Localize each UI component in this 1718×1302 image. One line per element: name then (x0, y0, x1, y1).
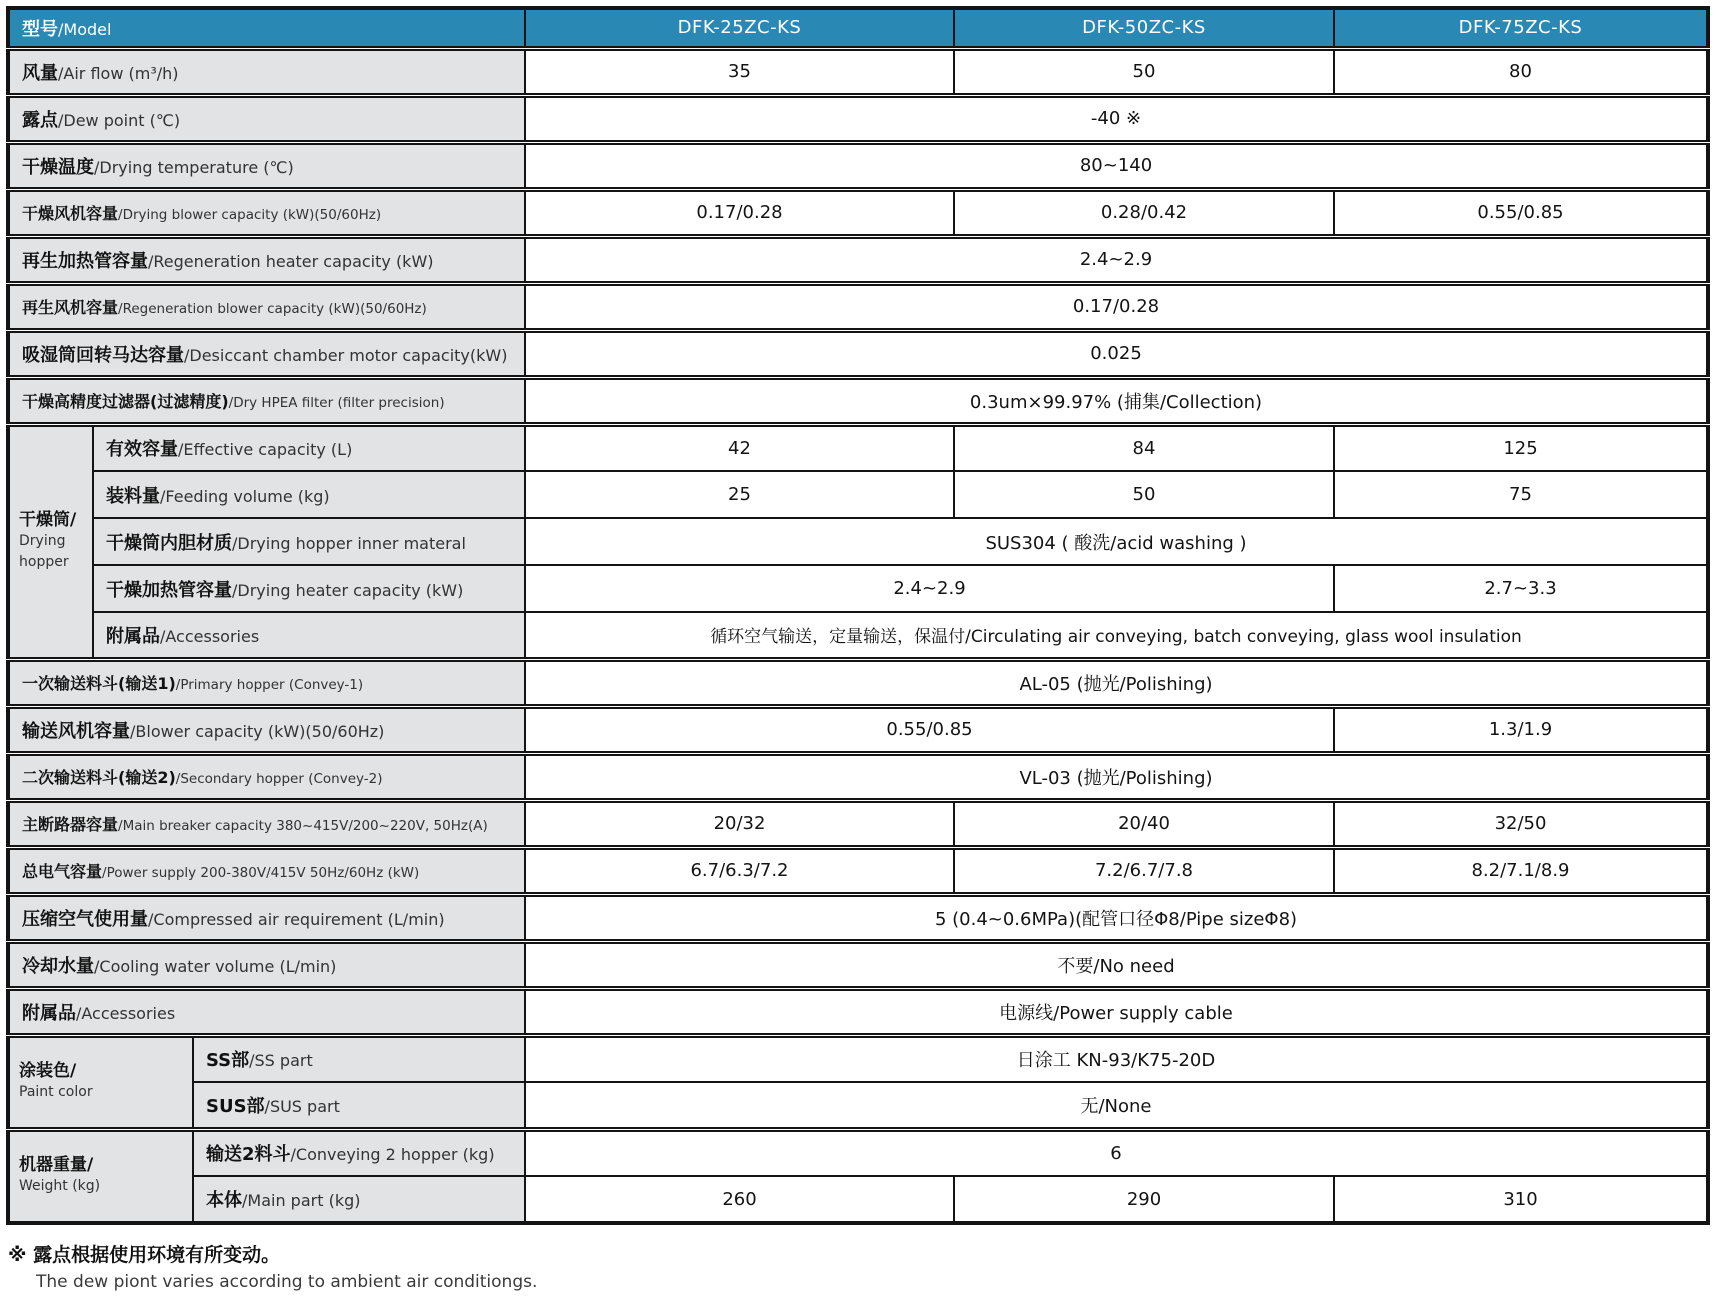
row-primary-hopper-value: AL-05 (抛光/Polishing) (525, 659, 1708, 706)
row-compressed-air (8, 894, 1708, 941)
row-feeding-volume (8, 471, 1708, 518)
row-regen-blower-label-en: /Regeneration blower capacity (kW)(50/60Hz) (118, 301, 427, 317)
row-drying-blower (8, 189, 1708, 236)
row-power-supply-label (8, 847, 525, 894)
row-regen-blower-value: 0.17/0.28 (525, 283, 1708, 330)
group-drying-hopper-en: Drying hopper (19, 533, 69, 570)
row-hopper-accessories-label (93, 612, 525, 659)
row-regen-heater-label (8, 236, 525, 283)
row-sus-part-label-zh: SUS部 (206, 1095, 265, 1117)
row-blower-capacity-value-3: 1.3/1.9 (1334, 706, 1708, 753)
header-model-3: DFK-75ZC-KS (1334, 8, 1708, 48)
row-air-flow-label (8, 48, 525, 95)
row-dew-point-value: -40 ※ (525, 95, 1708, 142)
row-ss-part-value: 日涂工 KN-93/K75-20D (525, 1035, 1708, 1082)
spec-table (6, 6, 1710, 1225)
row-drying-temp (8, 142, 1708, 189)
row-secondary-hopper-label-en: /Secondary hopper (Convey-2) (175, 771, 383, 787)
row-main-breaker-value-1: 20/32 (525, 800, 954, 847)
row-power-supply-label-en: /Power supply 200-380V/415V 50Hz/60Hz (kW) (102, 865, 420, 881)
row-drying-blower-value-1: 0.17/0.28 (525, 189, 954, 236)
row-hopper-accessories (8, 612, 1708, 659)
row-feeding-volume-label-zh: 装料量 (106, 485, 160, 507)
row-secondary-hopper-label-zh: 二次输送料斗(输送2) (22, 768, 176, 787)
row-main-part (8, 1176, 1708, 1223)
footnote (8, 1241, 1718, 1295)
row-blower-capacity-label-zh: 输送风机容量 (22, 720, 130, 742)
row-ss-part (8, 1035, 1708, 1082)
row-drying-temp-label-zh: 干燥温度 (22, 156, 94, 178)
row-cooling-water-label (8, 941, 525, 988)
header-model-label-zh: 型号 (22, 18, 58, 40)
row-regen-heater-label-zh: 再生加热管容量 (22, 250, 148, 272)
row-effective-capacity (8, 424, 1708, 471)
group-weight-zh: 机器重量/ (19, 1155, 94, 1176)
row-ss-part-label-en: /SS part (249, 1051, 313, 1071)
footnote-en: The dew piont varies according to ambient air conditiongs. (36, 1272, 538, 1292)
row-power-supply (8, 847, 1708, 894)
row-regen-blower-label-zh: 再生风机容量 (22, 298, 119, 317)
row-drying-heater-label-zh: 干燥加热管容量 (106, 579, 232, 601)
row-regen-heater-value: 2.4~2.9 (525, 236, 1708, 283)
row-air-flow (8, 48, 1708, 95)
row-hopper-accessories-label-zh: 附属品 (106, 625, 160, 647)
row-dew-point-label (8, 95, 525, 142)
group-paint-color (8, 1035, 193, 1129)
group-weight (8, 1129, 193, 1223)
row-drying-blower-value-3: 0.55/0.85 (1334, 189, 1708, 236)
row-drying-blower-label-en: /Drying blower capacity (kW)(50/60Hz) (118, 207, 382, 223)
row-effective-capacity-value-2: 84 (954, 424, 1334, 471)
group-drying-hopper (8, 424, 93, 659)
row-conveying-hopper-label-en: /Conveying 2 hopper (kg) (290, 1145, 495, 1165)
row-regen-blower-label (8, 283, 525, 330)
row-feeding-volume-value-3: 75 (1334, 471, 1708, 518)
row-secondary-hopper-label (8, 753, 525, 800)
row-compressed-air-label-zh: 压缩空气使用量 (22, 908, 148, 930)
row-drying-blower-label-zh: 干燥风机容量 (22, 204, 119, 223)
row-regen-blower (8, 283, 1708, 330)
row-effective-capacity-label-en: /Effective capacity (L) (178, 440, 353, 460)
row-conveying-hopper (8, 1129, 1708, 1176)
row-drying-blower-label (8, 189, 525, 236)
row-dew-point-label-zh: 露点 (22, 109, 58, 131)
row-sus-part-label (193, 1082, 525, 1129)
row-main-breaker-value-3: 32/50 (1334, 800, 1708, 847)
row-accessories-label-zh: 附属品 (22, 1002, 76, 1024)
row-main-breaker (8, 800, 1708, 847)
row-feeding-volume-value-1: 25 (525, 471, 954, 518)
row-conveying-hopper-value: 6 (525, 1129, 1708, 1176)
row-drying-blower-value-2: 0.28/0.42 (954, 189, 1334, 236)
row-desiccant-motor (8, 330, 1708, 377)
row-blower-capacity-label-en: /Blower capacity (kW)(50/60Hz) (130, 721, 385, 741)
row-ss-part-label-zh: SS部 (206, 1050, 250, 1072)
row-air-flow-label-zh: 风量 (22, 62, 58, 84)
row-secondary-hopper (8, 753, 1708, 800)
header-model-2: DFK-50ZC-KS (954, 8, 1334, 48)
row-main-part-value-3: 310 (1334, 1176, 1708, 1223)
row-accessories-value: 电源线/Power supply cable (525, 988, 1708, 1035)
row-blower-capacity (8, 706, 1708, 753)
row-desiccant-motor-label-en: /Desiccant chamber motor capacity(kW) (184, 345, 508, 365)
row-main-part-value-1: 260 (525, 1176, 954, 1223)
row-effective-capacity-label-zh: 有效容量 (106, 439, 178, 461)
row-drying-heater-value-12: 2.4~2.9 (525, 565, 1334, 612)
row-main-part-value-2: 290 (954, 1176, 1334, 1223)
row-secondary-hopper-value: VL-03 (抛光/Polishing) (525, 753, 1708, 800)
row-hpea-filter-label (8, 377, 525, 424)
row-main-part-label (193, 1176, 525, 1223)
row-inner-material-label (93, 518, 525, 565)
row-main-breaker-label (8, 800, 525, 847)
row-main-breaker-value-2: 20/40 (954, 800, 1334, 847)
row-cooling-water-value: 不要/No need (525, 941, 1708, 988)
row-main-part-label-en: /Main part (kg) (242, 1191, 361, 1210)
row-hpea-filter-label-en: /Dry HPEA filter (filter precision) (228, 395, 445, 411)
row-hpea-filter (8, 377, 1708, 424)
footnote-zh: ※ 露点根据使用环境有所变动。 (8, 1244, 281, 1266)
row-desiccant-motor-label-zh: 吸湿筒回转马达容量 (22, 344, 184, 366)
row-inner-material-label-zh: 干燥筒内胆材质 (106, 532, 232, 554)
row-blower-capacity-label (8, 706, 525, 753)
row-dew-point-label-en: /Dew point (℃) (58, 110, 181, 130)
row-drying-heater-label-en: /Drying heater capacity (kW) (232, 580, 464, 600)
row-conveying-hopper-label (193, 1129, 525, 1176)
row-desiccant-motor-value: 0.025 (525, 330, 1708, 377)
row-effective-capacity-value-1: 42 (525, 424, 954, 471)
row-dew-point (8, 95, 1708, 142)
row-power-supply-value-2: 7.2/6.7/7.8 (954, 847, 1334, 894)
row-effective-capacity-label (93, 424, 525, 471)
row-cooling-water-label-zh: 冷却水量 (22, 955, 94, 977)
row-air-flow-value-2: 50 (954, 48, 1334, 95)
row-drying-heater-label (93, 565, 525, 612)
row-accessories-label-en: /Accessories (76, 1003, 176, 1023)
row-compressed-air-label-en: /Compressed air requirement (L/min) (148, 909, 445, 929)
row-hpea-filter-value: 0.3um×99.97% (捕集/Collection) (525, 377, 1708, 424)
row-sus-part-value: 无/None (525, 1082, 1708, 1129)
row-cooling-water-label-en: /Cooling water volume (L/min) (94, 956, 337, 976)
row-power-supply-label-zh: 总电气容量 (22, 862, 103, 881)
row-sus-part-label-en: /SUS part (264, 1096, 340, 1116)
row-feeding-volume-value-2: 50 (954, 471, 1334, 518)
row-blower-capacity-value-12: 0.55/0.85 (525, 706, 1334, 753)
row-primary-hopper-label-zh: 一次输送料斗(输送1) (22, 674, 176, 693)
group-paint-color-zh: 涂装色/ (19, 1061, 77, 1081)
group-weight-en: Weight (kg) (19, 1178, 101, 1195)
row-power-supply-value-3: 8.2/7.1/8.9 (1334, 847, 1708, 894)
row-compressed-air-label (8, 894, 525, 941)
row-effective-capacity-value-3: 125 (1334, 424, 1708, 471)
row-main-part-label-zh: 本体 (206, 1190, 242, 1211)
row-feeding-volume-label (93, 471, 525, 518)
header-model-label (8, 8, 525, 48)
row-primary-hopper-label (8, 659, 525, 706)
row-drying-temp-value: 80~140 (525, 142, 1708, 189)
row-air-flow-value-3: 80 (1334, 48, 1708, 95)
row-cooling-water (8, 941, 1708, 988)
row-inner-material-label-en: /Drying hopper inner materal (232, 533, 466, 553)
group-drying-hopper-zh: 干燥筒/ (19, 510, 77, 530)
row-compressed-air-value: 5 (0.4~0.6MPa)(配管口径Φ8/Pipe sizeΦ8) (525, 894, 1708, 941)
row-feeding-volume-label-en: /Feeding volume (kg) (160, 486, 330, 506)
header-model-1: DFK-25ZC-KS (525, 8, 954, 48)
row-hopper-accessories-label-en: /Accessories (160, 626, 260, 646)
row-main-breaker-label-en: /Main breaker capacity 380~415V/200~220V, 50Hz(A) (118, 818, 488, 834)
row-regen-heater (8, 236, 1708, 283)
row-air-flow-label-en: /Air flow (m³/h) (58, 63, 179, 83)
row-ss-part-label (193, 1035, 525, 1082)
row-drying-heater-value-3: 2.7~3.3 (1334, 565, 1708, 612)
row-inner-material-value: SUS304 ( 酸洗/acid washing ) (525, 518, 1708, 565)
header-model-label-en: /Model (58, 19, 112, 39)
row-drying-temp-label (8, 142, 525, 189)
row-accessories-label (8, 988, 525, 1035)
row-power-supply-value-1: 6.7/6.3/7.2 (525, 847, 954, 894)
row-air-flow-value-1: 35 (525, 48, 954, 95)
group-paint-color-en: Paint color (19, 1084, 93, 1100)
row-main-breaker-label-zh: 主断路器容量 (22, 815, 119, 834)
row-primary-hopper-label-en: /Primary hopper (Convey-1) (175, 677, 364, 693)
row-drying-heater (8, 565, 1708, 612)
row-drying-temp-label-en: /Drying temperature (℃) (94, 157, 294, 177)
table-header-row (8, 8, 1708, 48)
row-desiccant-motor-label (8, 330, 525, 377)
row-inner-material (8, 518, 1708, 565)
row-hopper-accessories-value: 循环空气输送，定量输送，保温付/Circulating air conveying, batch conveying, glass wool insulation (525, 612, 1708, 659)
row-sus-part (8, 1082, 1708, 1129)
row-accessories (8, 988, 1708, 1035)
row-regen-heater-label-en: /Regeneration heater capacity (kW) (148, 251, 434, 271)
row-conveying-hopper-label-zh: 输送2料斗 (206, 1144, 291, 1166)
row-hpea-filter-label-zh: 干燥高精度过滤器(过滤精度) (22, 392, 229, 411)
row-primary-hopper (8, 659, 1708, 706)
